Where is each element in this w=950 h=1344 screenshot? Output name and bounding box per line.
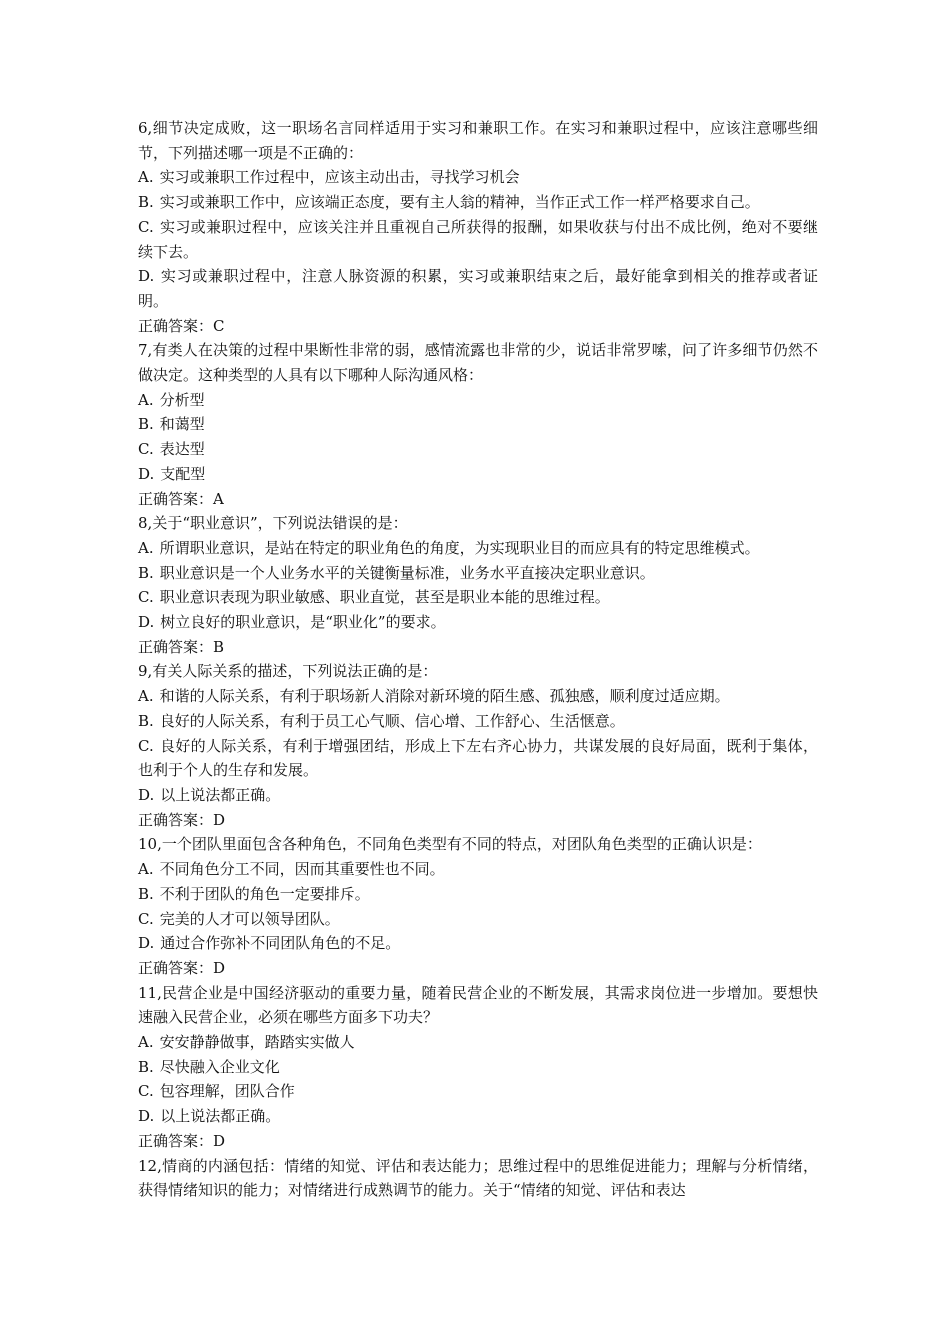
option-letter: C. bbox=[138, 588, 154, 607]
option-letter: B. bbox=[138, 884, 154, 903]
answer-option bbox=[138, 734, 818, 783]
correct-answer-value: C bbox=[213, 316, 225, 335]
question-block bbox=[138, 832, 818, 980]
question-number: 10 bbox=[138, 835, 158, 854]
question-number: 9 bbox=[138, 662, 148, 681]
answer-option bbox=[138, 165, 818, 190]
option-text: 安安静静做事，踏踏实实做人 bbox=[159, 1033, 355, 1052]
option-letter: A. bbox=[138, 168, 154, 187]
question-body: 一个团队里面包含各种角色，不同角色类型有不同的特点，对团队角色类型的正确认识是： bbox=[161, 835, 762, 854]
correct-answer-value: D bbox=[213, 810, 226, 829]
option-text: 实习或兼职过程中，注意人脉资源的积累，实习或兼职结束之后，最好能拿到相关的推荐或者证明。 bbox=[138, 267, 818, 310]
answer-option bbox=[138, 215, 818, 264]
question-block bbox=[138, 1154, 818, 1203]
option-letter: B. bbox=[138, 415, 154, 434]
correct-answer-label: 正确答案： bbox=[138, 637, 214, 656]
question-text bbox=[138, 981, 818, 1030]
option-text: 良好的人际关系，有利于员工心气顺、信心增、工作舒心、生活惬意。 bbox=[159, 711, 625, 730]
option-text: 完美的人才可以领导团队。 bbox=[159, 909, 340, 928]
answer-option bbox=[138, 1104, 818, 1129]
option-text: 表达型 bbox=[159, 440, 205, 459]
option-text: 所谓职业意识，是站在特定的职业角色的角度，为实现职业目的而应具有的特定思维模式。 bbox=[159, 538, 760, 557]
option-letter: C. bbox=[138, 1082, 154, 1101]
question-text bbox=[138, 659, 818, 684]
question-block bbox=[138, 511, 818, 659]
option-letter: C. bbox=[138, 440, 154, 459]
option-letter: A. bbox=[138, 390, 154, 409]
correct-answer-value: D bbox=[213, 958, 226, 977]
answer-option bbox=[138, 1055, 818, 1080]
option-text: 尽快融入企业文化 bbox=[159, 1057, 280, 1076]
answer-option bbox=[138, 437, 818, 462]
answer-option bbox=[138, 585, 818, 610]
correct-answer-value: A bbox=[213, 489, 224, 508]
question-block bbox=[138, 338, 818, 511]
question-text bbox=[138, 338, 818, 387]
option-text: 实习或兼职过程中，应该关注并且重视自己所获得的报酬，如果收获与付出不成比例，绝对不要继续下去。 bbox=[138, 217, 818, 261]
question-number: 8 bbox=[138, 514, 148, 533]
option-text: 分析型 bbox=[159, 390, 205, 409]
option-letter: C. bbox=[138, 736, 154, 755]
answer-option bbox=[138, 882, 818, 907]
question-number-separator: , bbox=[147, 514, 153, 533]
question-number: 7 bbox=[138, 341, 148, 360]
option-text: 支配型 bbox=[160, 464, 206, 483]
answer-option bbox=[138, 684, 818, 709]
option-letter: D. bbox=[138, 934, 155, 953]
question-number: 6 bbox=[138, 119, 148, 137]
option-letter: C. bbox=[138, 909, 154, 928]
correct-answer bbox=[138, 487, 818, 512]
correct-answer bbox=[138, 808, 818, 833]
option-letter: D. bbox=[138, 1107, 155, 1126]
answer-option bbox=[138, 931, 818, 956]
option-letter: C. bbox=[138, 217, 154, 236]
question-body: 情商的内涵包括：情绪的知觉、评估和表达能力；思维过程中的思维促进能力；理解与分析情绪，获得情绪知识的能力；对情绪进行成熟调节的能力。关于“情绪的知觉、评估和表达 bbox=[138, 1156, 818, 1200]
question-block bbox=[138, 116, 818, 338]
question-body: 细节决定成败，这一职场名言同样适用于实习和兼职工作。在实习和兼职过程中，应该注意哪些细节，下列描述哪一项是不正确的： bbox=[138, 119, 818, 162]
question-text bbox=[138, 511, 818, 536]
option-text: 包容理解，团队合作 bbox=[159, 1082, 295, 1101]
option-text: 不同角色分工不同，因而其重要性也不同。 bbox=[159, 860, 445, 879]
option-text: 通过合作弥补不同团队角色的不足。 bbox=[160, 934, 401, 953]
question-number-separator: , bbox=[157, 983, 162, 1002]
answer-option bbox=[138, 783, 818, 808]
answer-option bbox=[138, 536, 818, 561]
option-letter: D. bbox=[138, 613, 155, 632]
option-text: 良好的人际关系，有利于增强团结，形成上下左右齐心协力，共谋发展的良好局面，既利于集体，也利于个人的生存和发展。 bbox=[138, 736, 818, 780]
correct-answer-label: 正确答案： bbox=[138, 810, 214, 829]
question-text bbox=[138, 116, 818, 165]
correct-answer bbox=[138, 314, 818, 339]
answer-option bbox=[138, 1030, 818, 1055]
answer-option bbox=[138, 857, 818, 882]
question-body: 有类人在决策的过程中果断性非常的弱，感情流露也非常的少，说话非常罗嗦，问了许多细节仍然不做决定。这种类型的人具有以下哪种人际沟通风格： bbox=[138, 341, 818, 385]
question-number-separator: , bbox=[157, 1156, 162, 1175]
option-letter: A. bbox=[138, 687, 154, 706]
answer-option bbox=[138, 412, 818, 437]
option-text: 职业意识表现为职业敏感、职业直觉，甚至是职业本能的思维过程。 bbox=[159, 588, 610, 607]
question-body: 民营企业是中国经济驱动的重要力量，随着民营企业的不断发展，其需求岗位进一步增加。要想快速融入民营企业，必须在哪些方面多下功夫？ bbox=[138, 983, 818, 1027]
question-number-separator: , bbox=[147, 341, 153, 360]
correct-answer bbox=[138, 956, 818, 981]
option-text: 实习或兼职工作中，应该端正态度，要有主人翁的精神，当作正式工作一样严格要求自己。 bbox=[159, 193, 760, 212]
question-block bbox=[138, 659, 818, 832]
option-text: 实习或兼职工作过程中，应该主动出击，寻找学习机会 bbox=[159, 168, 520, 187]
question-number-separator: , bbox=[147, 119, 153, 137]
answer-option bbox=[138, 264, 818, 313]
document-page bbox=[138, 116, 818, 1203]
correct-answer-label: 正确答案： bbox=[138, 958, 214, 977]
option-text: 以上说法都正确。 bbox=[160, 785, 281, 804]
question-body: 有关人际关系的描述，下列说法正确的是： bbox=[152, 662, 438, 681]
answer-option bbox=[138, 388, 818, 413]
option-letter: A. bbox=[138, 1033, 154, 1052]
option-letter: D. bbox=[138, 464, 155, 483]
answer-option bbox=[138, 709, 818, 734]
option-letter: D. bbox=[138, 267, 155, 286]
question-number-separator: , bbox=[157, 835, 162, 854]
answer-option bbox=[138, 610, 818, 635]
option-text: 不利于团队的角色一定要排斥。 bbox=[159, 884, 370, 903]
question-text bbox=[138, 832, 818, 857]
option-letter: B. bbox=[138, 563, 154, 582]
question-body: 关于“职业意识”，下列说法错误的是： bbox=[152, 514, 408, 533]
correct-answer-value: D bbox=[213, 1131, 226, 1150]
correct-answer-label: 正确答案： bbox=[138, 489, 214, 508]
correct-answer bbox=[138, 635, 818, 660]
answer-option bbox=[138, 462, 818, 487]
option-letter: B. bbox=[138, 1057, 154, 1076]
answer-option bbox=[138, 561, 818, 586]
correct-answer bbox=[138, 1129, 818, 1154]
correct-answer-label: 正确答案： bbox=[138, 1131, 214, 1150]
question-number: 12 bbox=[138, 1156, 158, 1175]
option-text: 树立良好的职业意识，是“职业化”的要求。 bbox=[160, 613, 446, 632]
question-block bbox=[138, 981, 818, 1154]
correct-answer-value: B bbox=[213, 637, 225, 656]
option-text: 和蔼型 bbox=[159, 415, 205, 434]
option-text: 职业意识是一个人业务水平的关键衡量标准，业务水平直接决定职业意识。 bbox=[159, 563, 655, 582]
question-number: 11 bbox=[138, 983, 158, 1002]
question-number-separator: , bbox=[147, 662, 153, 681]
option-letter: A. bbox=[138, 860, 154, 879]
question-text bbox=[138, 1154, 818, 1203]
option-letter: D. bbox=[138, 785, 155, 804]
option-text: 和谐的人际关系，有利于职场新人消除对新环境的陌生感、孤独感，顺利度过适应期。 bbox=[159, 687, 730, 706]
option-letter: A. bbox=[138, 538, 154, 557]
correct-answer-label: 正确答案： bbox=[138, 316, 214, 335]
option-letter: B. bbox=[138, 711, 154, 730]
option-text: 以上说法都正确。 bbox=[160, 1107, 281, 1126]
answer-option bbox=[138, 1079, 818, 1104]
option-letter: B. bbox=[138, 193, 154, 212]
answer-option bbox=[138, 190, 818, 215]
answer-option bbox=[138, 907, 818, 932]
